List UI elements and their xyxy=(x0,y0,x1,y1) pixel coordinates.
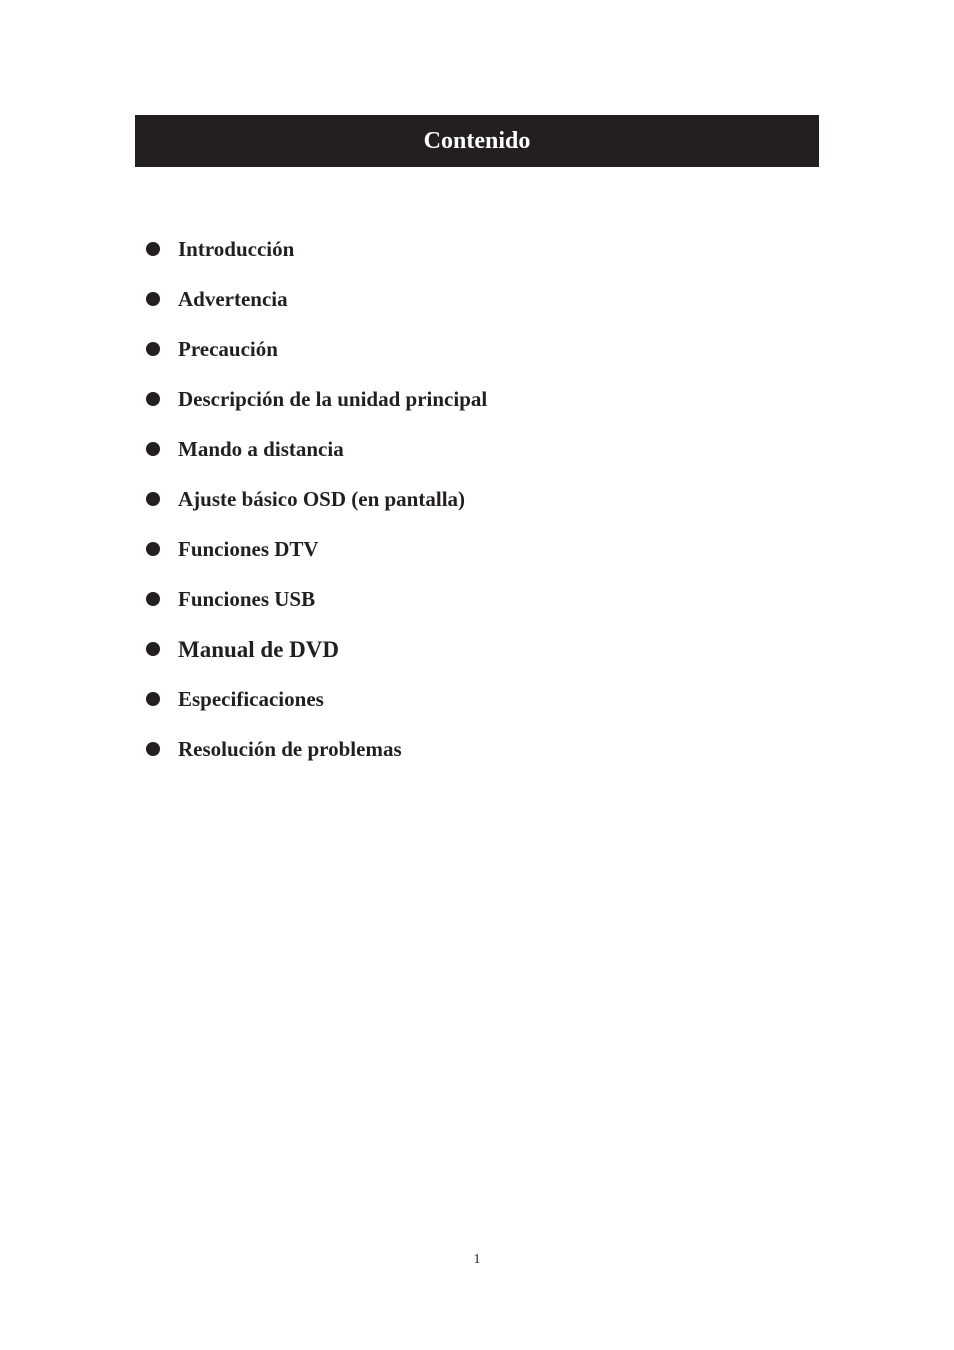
bullet-icon xyxy=(146,542,160,556)
toc-item-label: Descripción de la unidad principal xyxy=(178,386,488,411)
bullet-icon xyxy=(146,692,160,706)
toc-item-label: Precaución xyxy=(178,336,278,361)
bullet-icon xyxy=(146,742,160,756)
toc-item-precaucion xyxy=(146,324,487,374)
page-number: 1 xyxy=(473,1252,481,1267)
bullet-icon xyxy=(146,592,160,606)
bullet-icon xyxy=(146,642,160,656)
bullet-icon xyxy=(146,492,160,506)
toc-item-label: Especificaciones xyxy=(178,686,324,711)
toc-item-label: Manual de DVD xyxy=(178,636,340,662)
toc-item-mando-distancia xyxy=(146,424,487,474)
toc-item-label: Resolución de problemas xyxy=(178,736,402,761)
bullet-icon xyxy=(146,342,160,356)
bullet-icon xyxy=(146,392,160,406)
toc-item-label: Funciones USB xyxy=(178,586,316,611)
toc-item-label: Funciones DTV xyxy=(178,536,319,561)
toc-item-ajuste-osd xyxy=(146,474,487,524)
toc-item-especificaciones xyxy=(146,674,487,724)
bullet-icon xyxy=(146,292,160,306)
toc-item-manual-dvd xyxy=(146,624,487,674)
toc-item-label: Introducción xyxy=(178,236,295,261)
header-bar xyxy=(135,115,819,167)
toc-item-descripcion-unidad xyxy=(146,374,487,424)
toc-item-label: Mando a distancia xyxy=(178,436,344,461)
bullet-icon xyxy=(146,242,160,256)
toc-item-advertencia xyxy=(146,274,487,324)
toc-item-funciones-dtv xyxy=(146,524,487,574)
toc-item-funciones-usb xyxy=(146,574,487,624)
toc-item-resolucion-problemas xyxy=(146,724,487,774)
table-of-contents xyxy=(146,224,487,774)
page-title: Contenido xyxy=(423,128,531,154)
toc-item-label: Ajuste básico OSD (en pantalla) xyxy=(178,486,466,511)
toc-item-label: Advertencia xyxy=(178,286,288,311)
bullet-icon xyxy=(146,442,160,456)
toc-item-introduccion xyxy=(146,224,487,274)
